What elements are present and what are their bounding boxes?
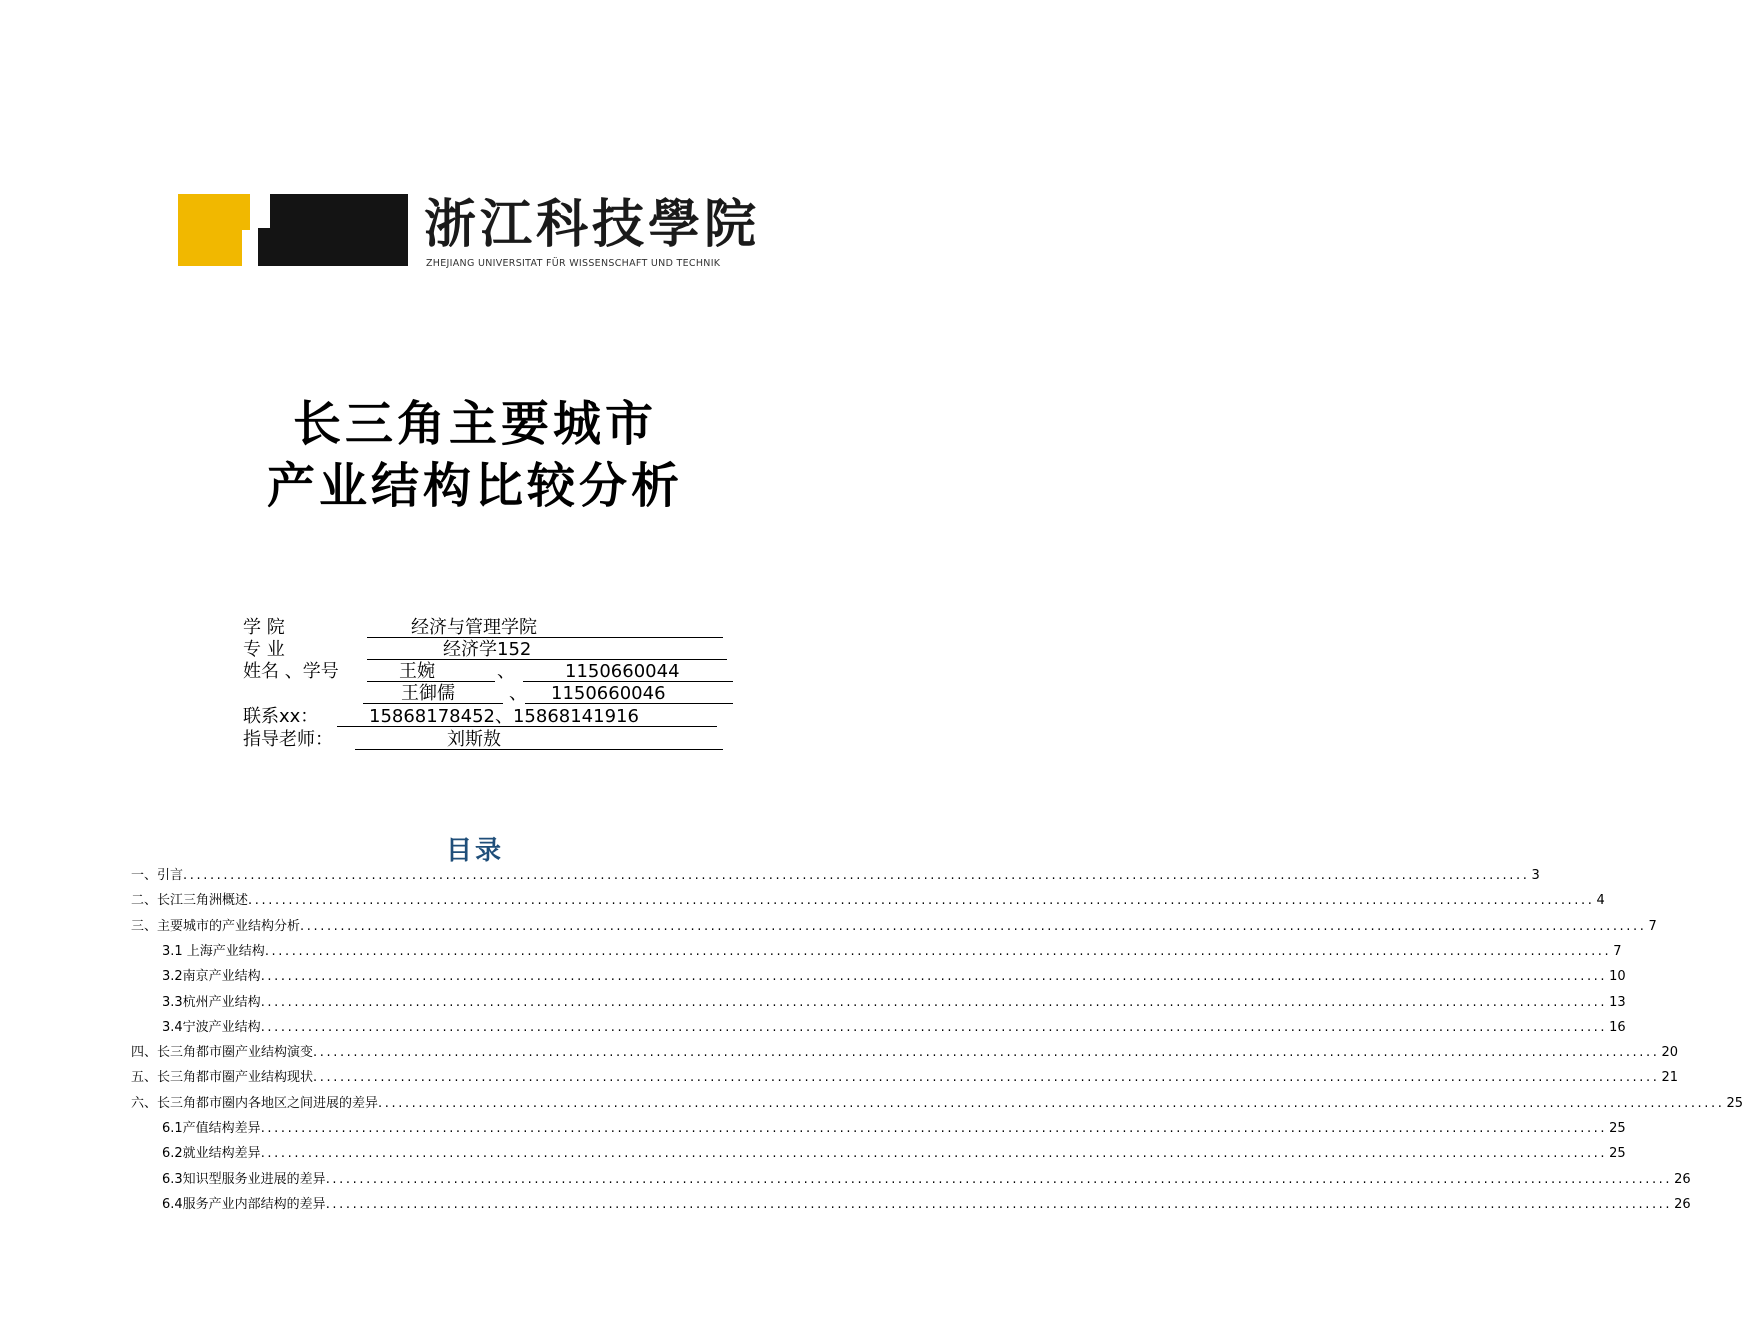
toc-entry-page: 4	[1596, 893, 1605, 909]
toc-entry-title: 六、长三角都市圈内各地区之间进展的差异	[131, 1095, 379, 1111]
toc-entry-title: 3.3杭州产业结构	[162, 994, 261, 1010]
toc-entry-page: 25	[1726, 1095, 1743, 1111]
student2-name-underline	[363, 703, 503, 704]
toc-heading: 目录	[445, 836, 504, 866]
toc-entry[interactable]	[131, 917, 1657, 937]
toc-entry-title: 五、长三角都市圈产业结构现状	[131, 1070, 314, 1086]
toc-entry-page: 3	[1531, 868, 1540, 883]
student1-separator: 、	[497, 661, 515, 682]
info-college-row	[243, 617, 723, 639]
toc-entry-page: 25	[1609, 1146, 1626, 1162]
toc-entry-leader: ........................................................................................................................................................................................................	[260, 1019, 1608, 1035]
toc-entry-title: 3.1 上海产业结构	[162, 943, 265, 959]
toc-entry-leader: ........................................................................................................................................................................................................	[313, 1045, 1660, 1061]
student1-name-underline	[367, 681, 495, 682]
toc-entry-page: 16	[1609, 1019, 1626, 1035]
toc-entry-leader: ........................................................................................................................................................................................................	[325, 1196, 1673, 1212]
major-value: 经济学152	[443, 639, 532, 660]
toc-entry-leader: ........................................................................................................................................................................................................	[264, 943, 1612, 959]
logo-black-block	[258, 194, 408, 266]
student1-name: 王婉	[399, 661, 435, 682]
college-label: 学 院	[243, 617, 285, 638]
toc-entry[interactable]	[162, 967, 1626, 987]
info-advisor-row	[243, 729, 723, 751]
toc-entry[interactable]	[162, 942, 1622, 962]
info-student2-row	[243, 683, 733, 705]
toc-entry-page: 10	[1609, 969, 1626, 985]
info-student1-row	[243, 661, 733, 683]
toc-entry-title: 6.1产值结构差异	[162, 1121, 261, 1136]
toc-entry-title: 6.2就业结构差异	[162, 1146, 261, 1162]
toc-entry-page: 13	[1609, 994, 1626, 1010]
document-title-line-1: 长三角主要城市	[292, 396, 657, 452]
logo-english-name: ZHEJIANG UNIVERSITAT FÜR WISSENSCHAFT UND TECHNIK	[426, 258, 721, 269]
toc-entry[interactable]	[131, 1068, 1679, 1088]
student2-name: 王御儒	[401, 683, 455, 704]
toc-entry-page: 26	[1674, 1171, 1691, 1187]
info-major-row	[243, 639, 727, 661]
toc-entry[interactable]	[162, 1170, 1691, 1190]
toc-entry[interactable]	[131, 891, 1605, 911]
toc-entry[interactable]	[131, 1043, 1679, 1063]
contact-underline	[337, 726, 717, 727]
contact-label: 联系xx：	[243, 706, 319, 727]
toc-entry-leader: ........................................................................................................................................................................................................	[260, 1121, 1608, 1136]
major-label: 专 业	[243, 639, 285, 660]
toc-entry-leader: ........................................................................................................................................................................................................	[260, 1146, 1608, 1162]
name-id-label: 姓名 、学号	[243, 661, 339, 682]
toc-entry-title: 6.4服务产业内部结构的差异	[162, 1196, 326, 1212]
contact-value: 15868178452、15868141916	[369, 706, 639, 727]
toc-entry[interactable]	[131, 1094, 1743, 1114]
toc-entry[interactable]	[162, 1144, 1626, 1164]
toc-entry-page: 21	[1661, 1070, 1679, 1086]
advisor-label: 指导老师：	[243, 729, 333, 750]
toc-entry-leader: ........................................................................................................................................................................................................	[260, 994, 1608, 1010]
advisor-underline	[355, 749, 723, 750]
toc-entry[interactable]	[162, 1195, 1691, 1215]
student1-id-underline	[523, 681, 733, 682]
toc-entry-page: 20	[1661, 1045, 1679, 1061]
toc-entry-title: 3.2南京产业结构	[162, 969, 261, 985]
toc-entry-leader: ........................................................................................................................................................................................................	[260, 969, 1608, 985]
toc-entry-title: 3.4宁波产业结构	[162, 1019, 261, 1035]
university-logo	[178, 194, 778, 270]
toc-entry-leader: ........................................................................................................................................................................................................	[325, 1171, 1673, 1187]
student2-id: 1150660046	[551, 683, 666, 704]
toc-entry[interactable]	[131, 866, 1540, 886]
major-underline	[367, 659, 727, 660]
info-contact-row	[243, 706, 717, 728]
logo-yellow-block	[178, 194, 250, 266]
toc-entry-page: 7	[1648, 918, 1657, 934]
logo-chinese-name: 浙江科技學院	[424, 194, 761, 255]
document-title-line-2: 产业结构比较分析	[266, 458, 683, 514]
toc-entry-leader: ........................................................................................................................................................................................................	[183, 868, 1530, 883]
toc-entry-title: 二、长江三角洲概述	[131, 893, 249, 909]
toc-entry-page: 26	[1674, 1196, 1691, 1212]
toc-entry-leader: ........................................................................................................................................................................................................	[248, 893, 1595, 909]
toc-entry-title: 一、引言	[131, 868, 184, 883]
logo-black-notch	[258, 194, 270, 228]
student2-separator: 、	[509, 683, 527, 704]
toc-entry-leader: ........................................................................................................................................................................................................	[300, 918, 1647, 934]
toc-entry[interactable]	[162, 1018, 1626, 1038]
toc-entry-title: 四、长三角都市圈产业结构演变	[131, 1045, 314, 1061]
toc-entry-leader: ........................................................................................................................................................................................................	[378, 1095, 1725, 1111]
college-underline	[367, 637, 723, 638]
toc-entry-leader: ........................................................................................................................................................................................................	[313, 1070, 1660, 1086]
toc-entry-page: 25	[1609, 1121, 1626, 1136]
student2-id-underline	[525, 703, 733, 704]
toc-entry[interactable]	[162, 993, 1626, 1013]
toc-entry[interactable]	[162, 1119, 1626, 1139]
toc-entry-page: 7	[1613, 943, 1622, 959]
student1-id: 1150660044	[565, 661, 680, 682]
toc-entry-title: 三、主要城市的产业结构分析	[131, 918, 301, 934]
toc-entry-title: 6.3知识型服务业进展的差异	[162, 1171, 326, 1187]
college-value: 经济与管理学院	[411, 617, 537, 638]
advisor-value: 刘斯敖	[447, 729, 501, 750]
